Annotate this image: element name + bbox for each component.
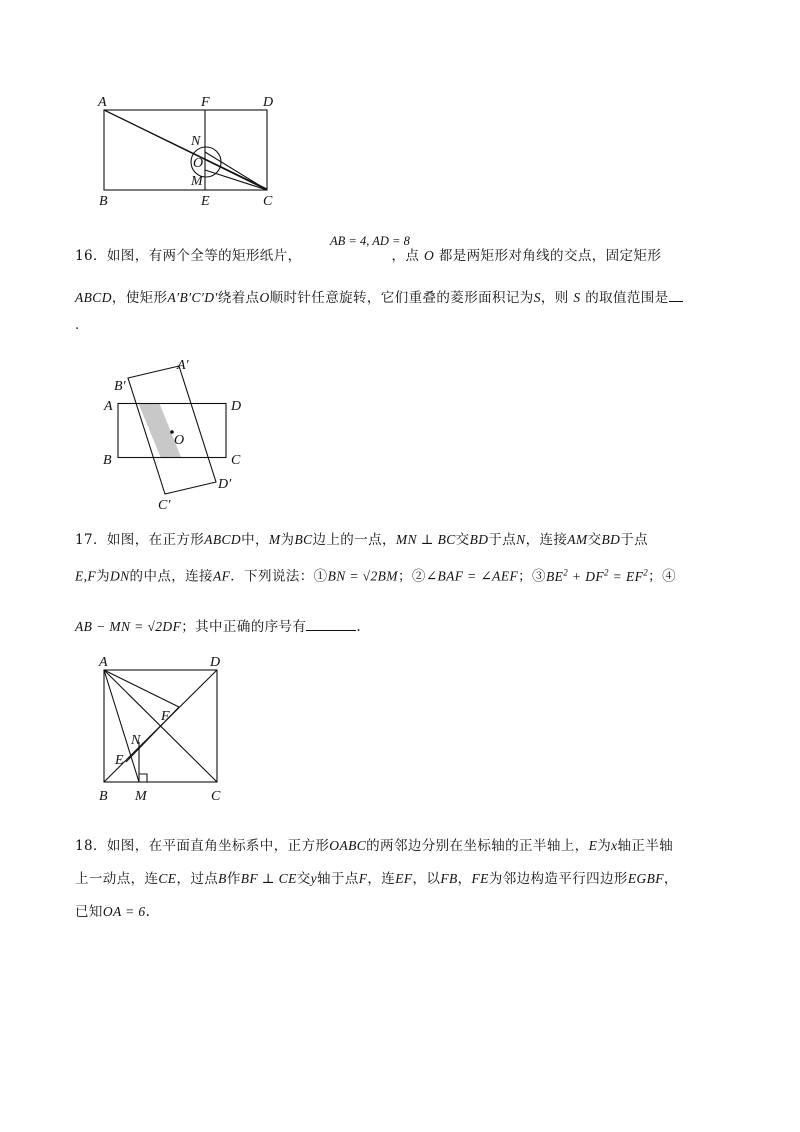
q16-var-o: O [424,248,435,263]
q18-text: ， [663,871,678,887]
label-e: E [115,753,124,768]
q18-text: 为 [597,838,612,854]
figure-16 [100,356,250,516]
label-c: C [231,453,241,468]
q17-line-2 [75,562,676,587]
figure-17 [95,652,235,804]
label-c: C [263,194,273,209]
q18-text: ， [457,871,472,887]
q17-var: DN [109,568,130,584]
q17-text: 为 [280,532,295,548]
q17-var: AM [567,532,588,547]
q18-var: EGBF [627,871,664,886]
q17-text: 交 [587,532,602,548]
q17-text: ；其中正确的序号有 [181,619,307,635]
q18-var: OABC [329,838,367,853]
q17-text: 于点 [488,532,517,548]
q18-var: x [611,838,618,853]
q17-var: BD [601,532,621,547]
q17-text: 为 [96,568,110,585]
q17-text: ，连接 [525,532,568,548]
q18-var: EF [395,871,413,886]
q16-text: 如图，有两个全等的矩形纸片， [106,248,302,264]
q16-number: 16． [75,248,107,264]
q16-text: 绕着点 [217,290,260,306]
q17-statement-4: AB − MN = √2DF [75,619,182,634]
q17-var: ABCD [204,532,242,547]
q16-formula: AB = 4, AD = 8 [330,234,410,248]
figure-15 [95,92,285,210]
q17-var: N [516,532,526,547]
segment-a-to-c [104,110,267,189]
q17-statement-2: ∠BAF = ∠AEF [425,568,519,584]
q18-var: F [358,871,368,886]
label-d: D [231,399,242,414]
q17-line-1 [75,530,648,550]
label-f: F [161,709,170,724]
q18-line-1 [75,836,673,856]
label-a: A [99,655,108,670]
rect-aprime [128,366,216,494]
q18-text: ，过点 [176,871,219,887]
label-b: B [103,453,112,468]
q18-text: 已知 [75,904,103,920]
q16-text: 的取值范围是 [580,290,669,306]
q18-period: . [145,904,151,920]
q18-var: FE [471,871,489,886]
q18-var: B [218,871,227,886]
q17-sup: 2 [563,567,569,577]
label-d-prime: D′ [218,477,232,492]
q17-text: 边上的一点， [312,532,396,548]
q16-period: . [75,318,80,333]
q18-line-3 [75,902,150,922]
segment-af [104,670,179,707]
label-a: A [98,95,107,110]
q16-var-abcd: ABCD [75,290,112,305]
q16-var-aprime: A′B′C′D′ [167,290,218,305]
label-o: O [174,433,185,448]
q17-var: M [268,532,281,547]
q18-text: 的两邻边分别在坐标轴的正半轴上， [366,838,589,854]
q16-var-s: S [573,290,581,305]
q17-answer-blank[interactable] [306,616,356,631]
q17-text: ．下列说法：① [230,568,328,585]
segment-n-to-c [205,170,267,190]
q17-text: ；③ [518,568,546,585]
q18-text: 上一动点，连 [75,871,159,887]
q18-var: FB [440,871,458,886]
label-m: M [135,789,147,804]
q18-var: BF ⊥ CE [240,871,297,886]
q17-var: MN ⊥ BC [395,532,456,547]
q18-line-2 [75,869,678,889]
q17-text: ；② [397,568,426,585]
q16-text: 顺时针任意旋转，它们重叠的菱形面积记为 [269,290,534,306]
label-e: E [201,194,210,209]
q16-line-2 [75,287,683,308]
q17-text: 于点 [620,532,649,548]
label-c-prime: C′ [158,498,171,513]
q16-var-s: S [533,290,541,305]
q18-var: CE [158,871,177,886]
q18-text: 为邻边构造平行四边形 [488,871,628,887]
q17-var: BE [545,568,564,584]
q18-var: E [588,838,598,853]
q16-text: ，则 [540,290,574,306]
q16-text: ，点 [391,248,424,264]
label-b: B [99,789,108,804]
label-d: D [263,95,274,110]
q18-text: 如图，在平面直角坐标系中，正方形 [106,838,330,854]
label-b-prime: B′ [114,379,126,394]
q18-number: 18． [75,838,107,854]
label-m: M [191,174,203,189]
label-d: D [210,655,221,670]
q18-var: y [310,871,318,886]
label-a-prime: A′ [177,358,189,373]
q17-var: AF [212,568,231,584]
q17-statement-1: BN = √2BM [327,568,398,584]
q17-var: = EF [608,568,644,584]
q16-line-1 [75,246,661,266]
q17-var: BD [469,532,489,547]
q18-var: OA = 6 [102,904,146,919]
q17-var: + DF [568,568,604,584]
label-a: A [104,399,113,414]
label-c: C [211,789,221,804]
q17-text: 如图，在正方形 [106,532,205,548]
q18-text: 轴正半轴 [617,838,674,854]
q17-var: E,F [75,568,97,584]
q17-text: ；④ [648,568,676,585]
q17-text: 交 [455,532,470,548]
label-n: N [131,733,141,748]
q18-text: 交 [296,871,311,887]
q16-text: 都是两矩形对角线的交点，固定矩形 [434,248,662,264]
q17-sup: 2 [604,567,609,577]
q16-answer-blank[interactable] [669,287,683,302]
q18-text: 作 [226,871,241,887]
q17-statement-3 [546,569,648,584]
right-angle-mark [139,774,147,782]
q17-number: 17． [75,532,107,548]
q18-text: 轴于点 [317,871,359,887]
label-f: F [201,95,210,110]
q18-text: ，以 [412,871,441,887]
label-n: N [191,134,201,149]
segment-m-to-c [205,152,267,190]
label-b: B [99,194,108,209]
q17-text: 的中点，连接 [129,568,213,585]
q18-text: ，连 [367,871,396,887]
q17-period: . [356,619,362,635]
q17-text: 中， [241,532,269,548]
q16-text: ，使矩形 [111,290,168,306]
q16-var-o: O [259,290,270,305]
q17-var: BC [294,532,313,547]
q17-line-3 [75,616,361,637]
q17-sup: 2 [643,567,649,577]
label-o: O [193,156,204,171]
